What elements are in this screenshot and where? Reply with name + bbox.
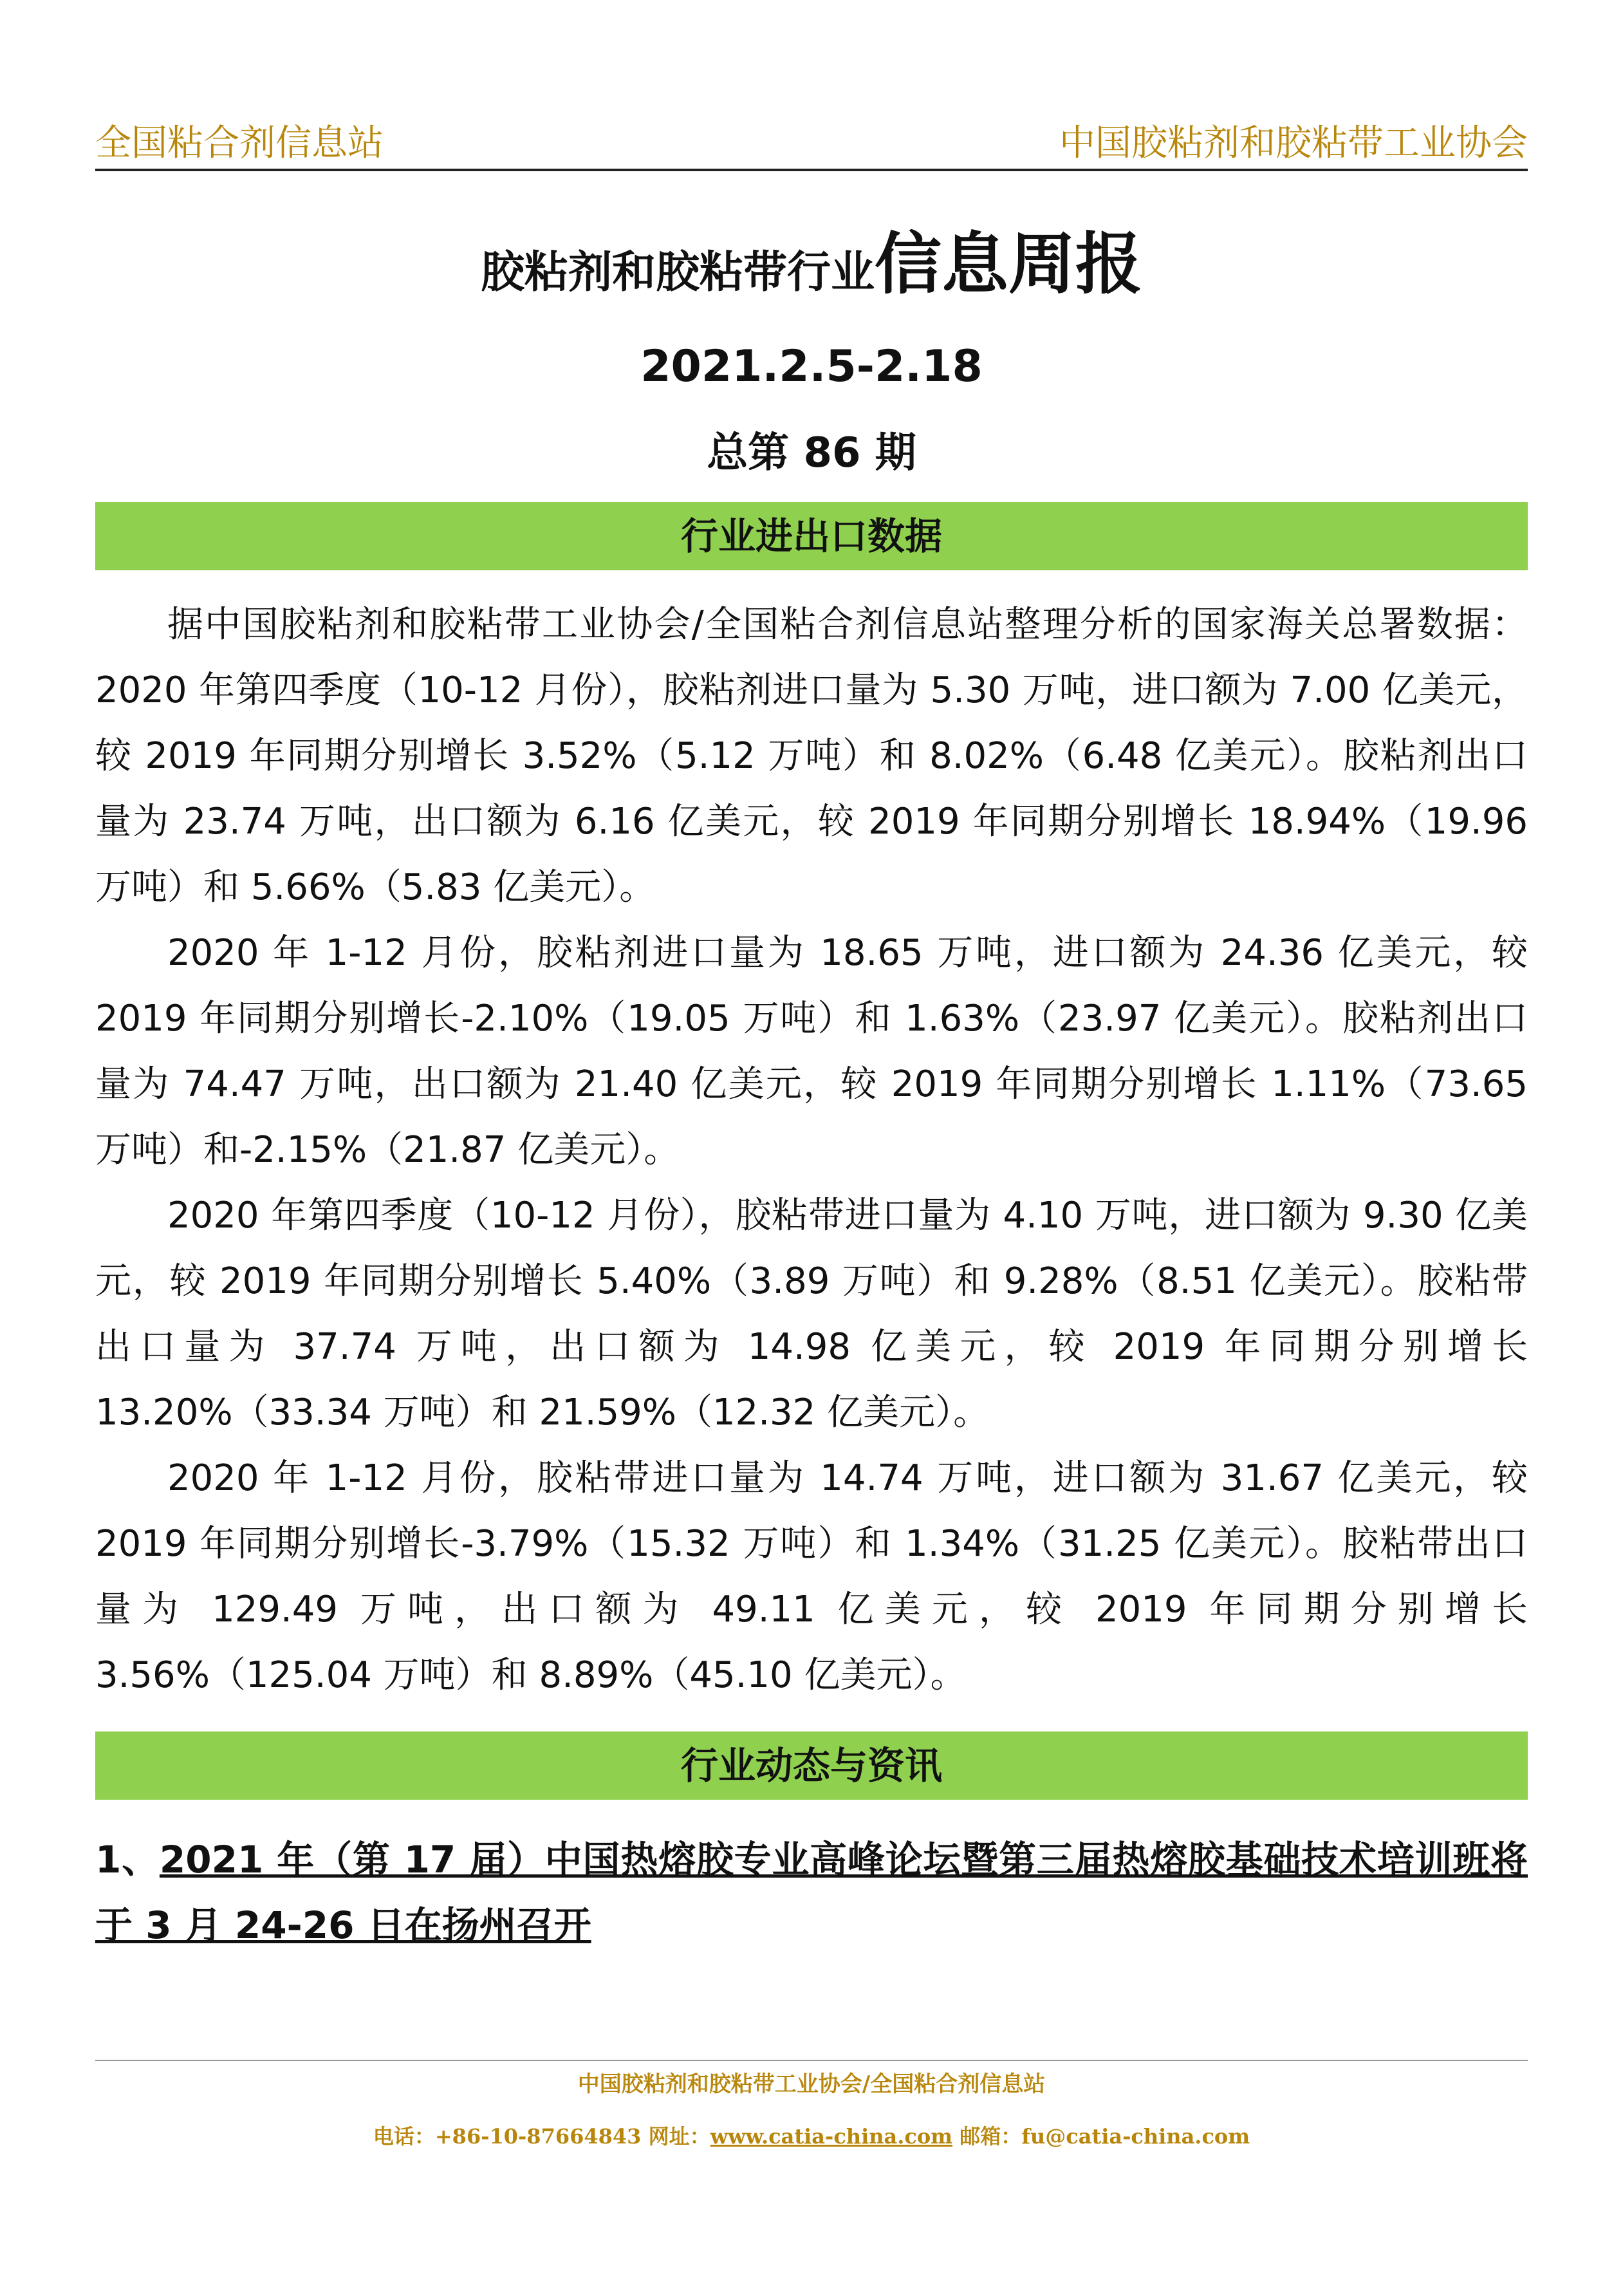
report-title — [0, 210, 1623, 306]
paragraph: 据中国胶粘剂和胶粘带工业协会/全国粘合剂信息站整理分析的国家海关总署数据：2020 年第四季度（10-12 月份），胶粘剂进口量为 5.30 万吨，进口额为 7.00 亿美元，较 2019 年同期分别增长 3.52%（5.12 万吨）和 8.02%（6.48 亿美元）。胶粘剂出口量为 23.74 万吨，出口额为 6.16 亿美元，较 2019 年同期分别增长 18.94%（19.96 万吨）和 5.66%（5.83 亿美元）。 — [95, 604, 1528, 908]
paragraph: 2020 年 1-12 月份，胶粘带进口量为 14.74 万吨，进口额为 31.67 亿美元，较 2019 年同期分别增长-3.79%（15.32 万吨）和 1.34%（31.25 亿美元）。胶粘带出口量为 129.49 万吨，出口额为 49.11 亿美元，较 2019 年同期分别增长 3.56%（125.04 万吨）和 8.89%（45.10 亿美元）。 — [95, 1457, 1528, 1696]
section-heading-industry-news: 行业动态与资讯 — [95, 1731, 1528, 1800]
footer-phone: 电话：+86-10-87664843 网址： — [373, 2124, 710, 2149]
footer-contact-line — [0, 2120, 1623, 2150]
header-divider — [95, 169, 1528, 171]
paragraph: 2020 年 1-12 月份，胶粘剂进口量为 18.65 万吨，进口额为 24.36 亿美元，较 2019 年同期分别增长-2.10%（19.05 万吨）和 1.63%（23.97 亿美元）。胶粘剂出口量为 74.47 万吨，出口额为 21.40 亿美元，较 2019 年同期分别增长 1.11%（73.65 万吨）和-2.15%（21.87 亿美元）。 — [95, 932, 1528, 1171]
news-title-link[interactable]: 2021 年（第 17 届）中国热熔胶专业高峰论坛暨第三届热熔胶基础技术培训班将于 3 月 24-26 日在扬州召开 — [95, 1838, 1528, 1947]
paragraph: 2020 年第四季度（10-12 月份），胶粘带进口量为 4.10 万吨，进口额为 9.30 亿美元，较 2019 年同期分别增长 5.40%（3.89 万吨）和 9.28%（8.51 亿美元）。胶粘带出口量为 37.74 万吨，出口额为 14.98 亿美元，较 2019 年同期分别增长 13.20%（33.34 万吨）和 21.59%（12.32 亿美元）。 — [95, 1195, 1528, 1433]
news-item — [95, 1827, 1528, 1958]
footer-website-link[interactable]: www.catia-china.com — [710, 2124, 953, 2149]
section-heading-trade-data: 行业进出口数据 — [95, 502, 1528, 570]
trade-data-body — [95, 592, 1528, 1708]
report-issue-number: 总第 86 期 — [707, 429, 916, 477]
report-title-main: 信息周报 — [875, 225, 1143, 303]
footer-org-line: 中国胶粘剂和胶粘带工业协会/全国粘合剂信息站 — [577, 2071, 1046, 2097]
footer-divider — [95, 2060, 1528, 2061]
news-number: 1、 — [95, 1838, 160, 1881]
footer-email: 邮箱：fu@catia-china.com — [952, 2124, 1250, 2149]
header-left-org: 全国粘合剂信息站 — [95, 122, 384, 164]
report-date-range: 2021.2.5-2.18 — [640, 341, 983, 392]
report-title-prefix: 胶粘剂和胶粘带行业 — [480, 247, 875, 298]
header-right-org: 中国胶粘剂和胶粘带工业协会 — [1059, 122, 1528, 164]
